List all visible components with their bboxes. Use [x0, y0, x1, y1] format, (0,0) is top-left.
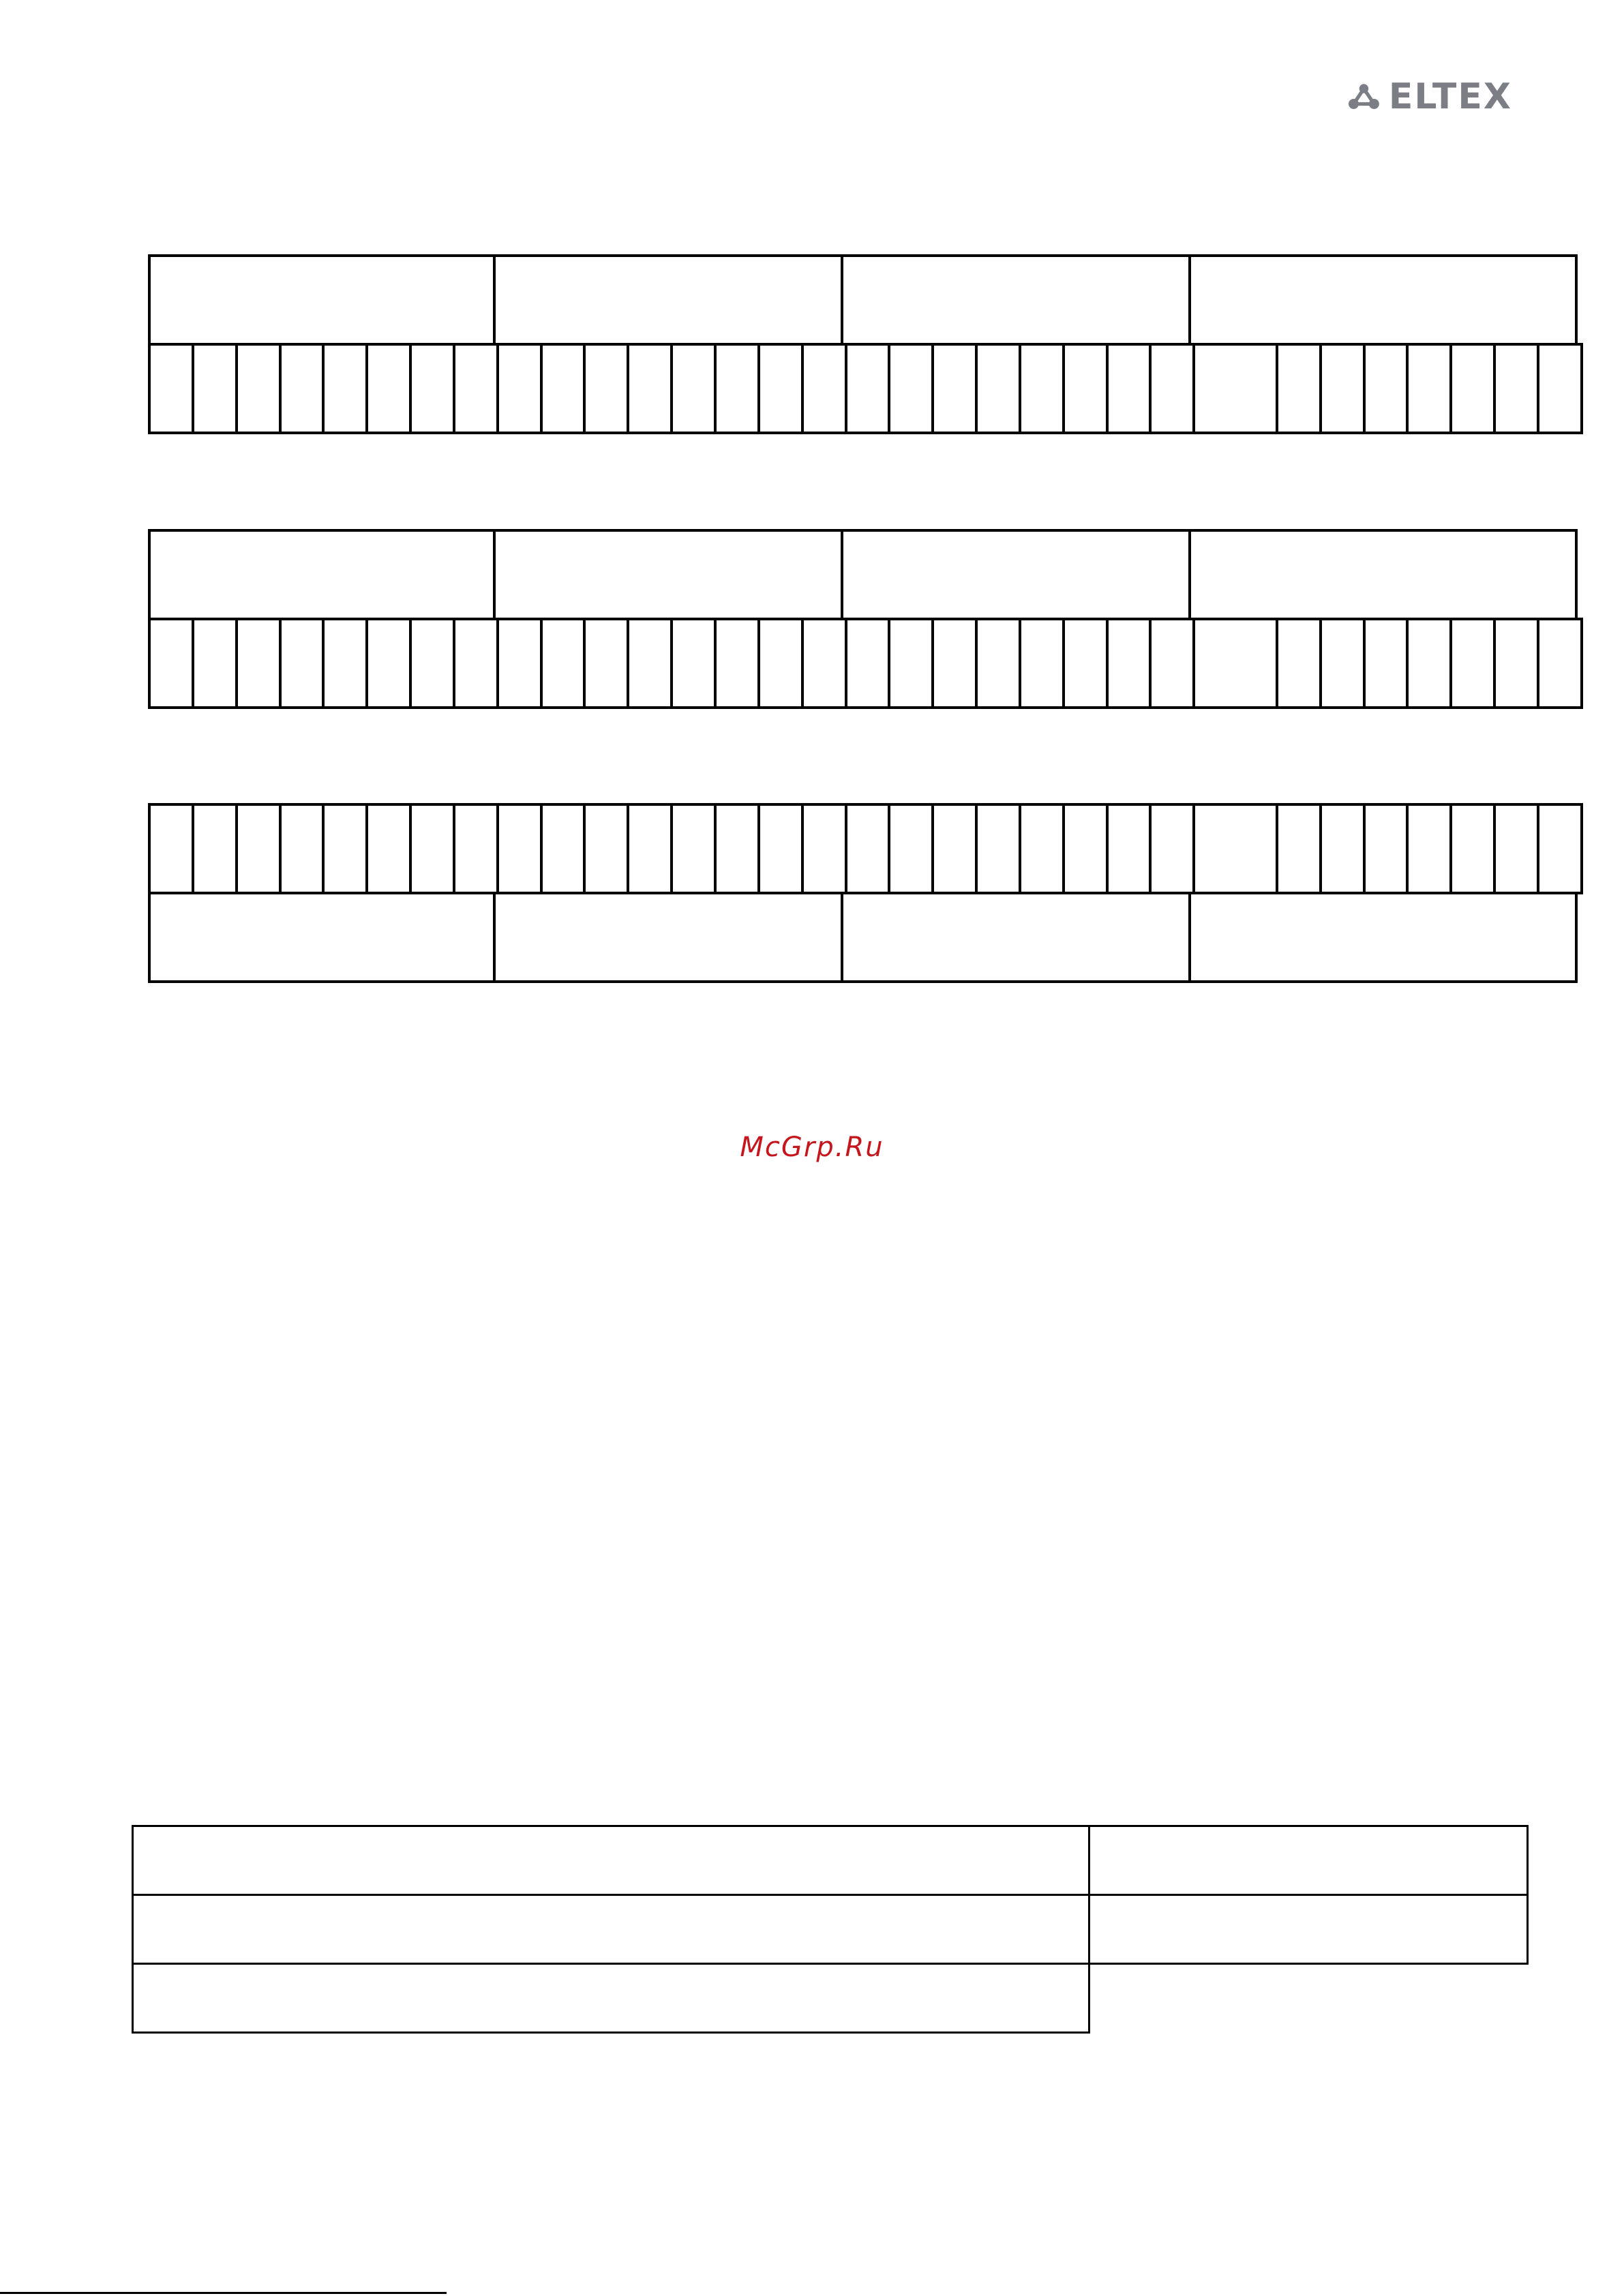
- bit-cell: [365, 618, 412, 709]
- field-cell: [493, 529, 843, 620]
- bit-cell: [1019, 343, 1065, 434]
- bit-cell: [1363, 343, 1409, 434]
- bit-cell: [1062, 343, 1109, 434]
- bit-cell: [148, 803, 194, 894]
- bit-cell: [1493, 343, 1539, 434]
- field-row: [148, 254, 1583, 346]
- bit-cell: [540, 803, 586, 894]
- register-diagram-3: [148, 803, 1583, 983]
- bit-cell: [583, 803, 629, 894]
- bit-cell: [1106, 803, 1152, 894]
- bit-cell: [1449, 618, 1496, 709]
- bit-cell: [627, 343, 673, 434]
- bit-cell: [279, 343, 325, 434]
- bit-cell: [192, 803, 238, 894]
- bit-row: [148, 618, 1583, 709]
- bit-cell: [1106, 343, 1152, 434]
- field-cell: [1188, 529, 1578, 620]
- bit-cell: [279, 803, 325, 894]
- bit-cell: [801, 618, 847, 709]
- table-cell: [133, 1826, 1089, 1895]
- bit-cell: [888, 803, 934, 894]
- empty-cell: [1089, 1964, 1528, 2033]
- bit-cell: [1363, 618, 1409, 709]
- bit-cell: [540, 343, 586, 434]
- bit-cell: [1406, 618, 1452, 709]
- field-cell: [1188, 254, 1578, 346]
- field-row: [148, 529, 1583, 620]
- bit-cell: [670, 618, 717, 709]
- bit-cell: [670, 803, 717, 894]
- bit-cell: [1149, 618, 1195, 709]
- table-row: [133, 1826, 1528, 1895]
- bit-cell: [365, 343, 412, 434]
- watermark-text: McGrp.Ru: [740, 1132, 884, 1163]
- bit-row: [148, 803, 1583, 894]
- bit-cell: [845, 343, 891, 434]
- bit-cell: [1406, 343, 1452, 434]
- bit-cell: [322, 618, 368, 709]
- bit-cell: [1537, 618, 1583, 709]
- bit-cell: [975, 618, 1021, 709]
- register-diagram-2: [148, 529, 1583, 709]
- bit-cell: [453, 803, 499, 894]
- field-cell: [841, 529, 1191, 620]
- bit-cell: [1363, 803, 1409, 894]
- bit-cell: [453, 618, 499, 709]
- field-cell: [148, 254, 496, 346]
- bit-cell: [1149, 343, 1195, 434]
- bit-cell: [1537, 343, 1583, 434]
- bit-cell: [1319, 618, 1366, 709]
- bit-cell: [757, 803, 804, 894]
- field-cell: [841, 254, 1191, 346]
- bit-cell: [931, 803, 978, 894]
- bit-cell: [1537, 803, 1583, 894]
- bit-cell: [1276, 343, 1322, 434]
- bit-cell: [322, 343, 368, 434]
- bit-cell: [192, 618, 238, 709]
- bit-cell: [1019, 618, 1065, 709]
- bit-cell: [931, 343, 978, 434]
- bit-cell: [1062, 618, 1109, 709]
- bit-cell: [409, 343, 455, 434]
- bit-cell: [279, 618, 325, 709]
- bit-cell: [1319, 343, 1366, 434]
- bit-cell: [931, 618, 978, 709]
- bit-cell: [409, 803, 455, 894]
- bit-cell: [1406, 803, 1452, 894]
- bit-cell: [714, 618, 760, 709]
- bit-cell: [1062, 803, 1109, 894]
- bit-row: [148, 343, 1583, 434]
- bit-cell: [496, 618, 543, 709]
- field-cell: [841, 892, 1191, 983]
- bit-cell: [1276, 618, 1322, 709]
- bit-cell: [322, 803, 368, 894]
- bit-cell: [235, 803, 282, 894]
- bit-cell: [365, 803, 412, 894]
- bit-cell: [845, 803, 891, 894]
- bit-cell: [496, 343, 543, 434]
- field-cell: [148, 892, 496, 983]
- bit-cell: [1192, 343, 1278, 434]
- bit-cell: [975, 343, 1021, 434]
- logo-text: ELTEX: [1388, 76, 1512, 117]
- field-row: [148, 892, 1583, 983]
- bit-cell: [714, 343, 760, 434]
- bit-cell: [801, 803, 847, 894]
- bit-cell: [627, 618, 673, 709]
- bit-cell: [540, 618, 586, 709]
- table-cell: [1089, 1895, 1528, 1964]
- bit-cell: [148, 343, 194, 434]
- table-cell: [133, 1895, 1089, 1964]
- bit-cell: [192, 343, 238, 434]
- bit-cell: [409, 618, 455, 709]
- bit-cell: [148, 618, 194, 709]
- company-logo: [1349, 76, 1512, 117]
- bit-cell: [1319, 803, 1366, 894]
- bit-cell: [1493, 803, 1539, 894]
- bit-cell: [801, 343, 847, 434]
- field-cell: [1188, 892, 1578, 983]
- register-diagram-1: [148, 254, 1583, 434]
- bit-cell: [496, 803, 543, 894]
- table-row: [133, 1895, 1528, 1964]
- field-cell: [493, 892, 843, 983]
- bit-cell: [714, 803, 760, 894]
- bit-cell: [583, 618, 629, 709]
- bit-cell: [1276, 803, 1322, 894]
- bit-cell: [888, 343, 934, 434]
- bit-cell: [757, 618, 804, 709]
- bit-cell: [1192, 618, 1278, 709]
- bit-cell: [1449, 343, 1496, 434]
- bit-cell: [975, 803, 1021, 894]
- field-cell: [148, 529, 496, 620]
- eltex-nodes-icon: [1349, 79, 1379, 115]
- bit-cell: [453, 343, 499, 434]
- field-cell: [493, 254, 843, 346]
- bit-cell: [235, 343, 282, 434]
- bit-cell: [670, 343, 717, 434]
- bit-cell: [1493, 618, 1539, 709]
- bit-cell: [1019, 803, 1065, 894]
- table-cell: [133, 1964, 1089, 2033]
- bit-cell: [627, 803, 673, 894]
- bit-cell: [1449, 803, 1496, 894]
- bit-cell: [757, 343, 804, 434]
- bit-cell: [1149, 803, 1195, 894]
- table-row: [133, 1964, 1528, 2033]
- form-table: [132, 1825, 1529, 2034]
- bit-cell: [888, 618, 934, 709]
- bit-cell: [845, 618, 891, 709]
- table-cell: [1089, 1826, 1528, 1895]
- bit-cell: [1192, 803, 1278, 894]
- bit-cell: [1106, 618, 1152, 709]
- footnote-divider: [0, 2292, 447, 2294]
- bit-cell: [235, 618, 282, 709]
- bit-cell: [583, 343, 629, 434]
